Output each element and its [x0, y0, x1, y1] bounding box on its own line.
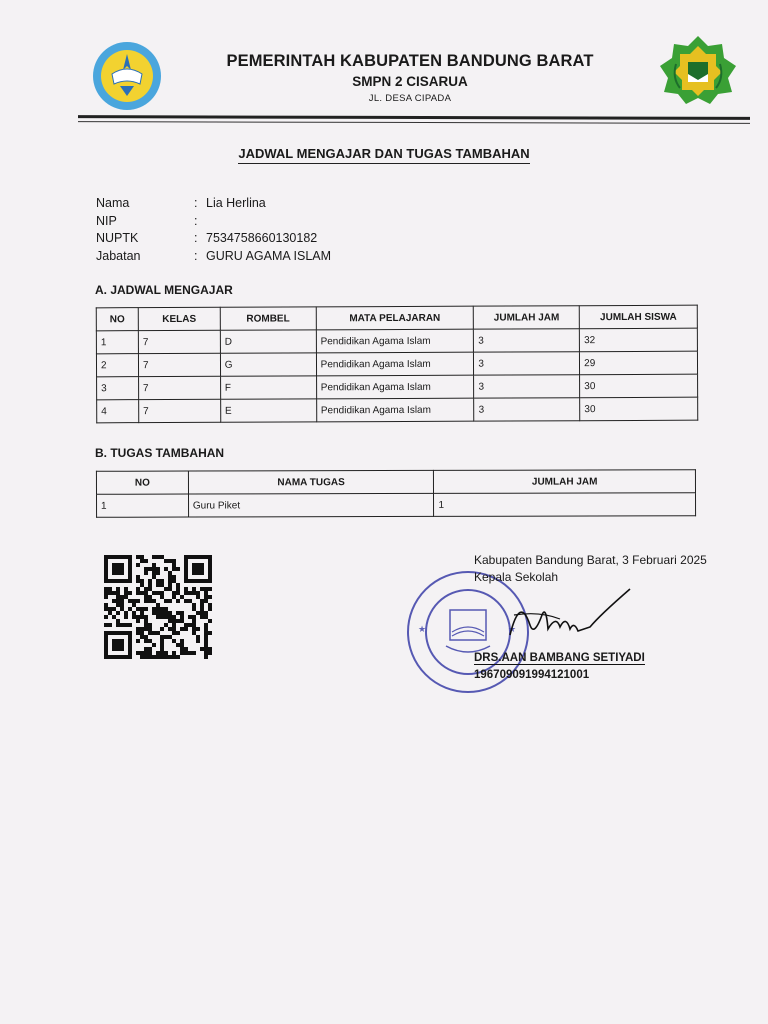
table-cell: 7 [139, 399, 221, 422]
column-header: JUMLAH JAM [474, 306, 580, 329]
table-cell: Pendidikan Agama Islam [316, 398, 474, 422]
qr-code-icon [104, 555, 212, 659]
table-cell: G [220, 353, 316, 376]
table-row [97, 374, 698, 400]
tut-wuri-handayani-logo [90, 40, 164, 112]
additional-duties-table [96, 469, 696, 518]
letterhead-line3: JL. DESA CIPADA [368, 93, 452, 104]
column-header: NO [96, 471, 188, 494]
identity-colon: : [194, 248, 198, 263]
column-header: NAMA TUGAS [188, 470, 434, 494]
identity-value: Lia Herlina [206, 196, 266, 210]
table-cell: Guru Piket [188, 493, 434, 517]
table-header-row [96, 470, 695, 495]
table-cell: D [220, 330, 316, 353]
letterhead-rule-thin [78, 121, 750, 124]
table-cell: 3 [474, 329, 580, 352]
section-b-title: B. TUGAS TAMBAHAN [95, 446, 225, 460]
identity-label: NUPTK [96, 231, 139, 245]
table-cell: 30 [580, 397, 698, 421]
column-header: JUMLAH JAM [434, 470, 696, 494]
identity-label: Nama [96, 196, 130, 210]
identity-colon: : [194, 213, 198, 228]
letterhead-line2: SMPN 2 CISARUA [352, 74, 468, 89]
table-cell: 1 [434, 493, 696, 517]
svg-text:★: ★ [508, 624, 517, 634]
signature-nip: 196709091994121001 [474, 669, 590, 681]
table-cell: 7 [138, 330, 220, 353]
section-a-title: A. JADWAL MENGAJAR [95, 283, 233, 297]
document-title-wrap [0, 145, 768, 163]
table-cell: 29 [580, 351, 698, 375]
identity-value: 7534758660130182 [206, 231, 318, 245]
table-header-row [96, 305, 697, 331]
table-cell: 30 [580, 374, 698, 398]
column-header: NO [96, 308, 138, 331]
letterhead [170, 52, 650, 104]
table-cell: 3 [97, 377, 139, 400]
column-header: KELAS [138, 307, 220, 330]
svg-text:★: ★ [418, 624, 427, 634]
table-cell: 3 [474, 352, 580, 375]
kemenag-logo [658, 34, 738, 106]
table-row [96, 328, 697, 354]
column-header: MATA PELAJARAN [316, 306, 474, 330]
table-cell: 32 [580, 328, 698, 352]
table-cell: 3 [474, 398, 580, 421]
identity-value: GURU AGAMA ISLAM [206, 248, 332, 263]
identity-colon: : [194, 231, 198, 245]
signature-name: DRS.AAN BAMBANG SETIYADI [474, 652, 645, 664]
table-cell: 4 [97, 400, 139, 423]
table-cell: 7 [138, 353, 220, 376]
signature-role: Kepala Sekolah [474, 570, 559, 584]
table-cell: 3 [474, 375, 580, 398]
table-cell: Pendidikan Agama Islam [316, 352, 474, 376]
table-cell: 2 [96, 354, 138, 377]
table-cell: F [220, 376, 316, 399]
table-cell: 7 [138, 376, 220, 399]
table-cell: Pendidikan Agama Islam [316, 375, 474, 399]
table-cell: Pendidikan Agama Islam [316, 329, 474, 353]
letterhead-rule-thick [78, 115, 750, 120]
table-row [97, 397, 698, 423]
teaching-schedule-table [96, 305, 699, 424]
identity-label: NIP [96, 213, 117, 228]
table-row [97, 493, 696, 518]
table-row [96, 351, 697, 377]
column-header: JUMLAH SISWA [579, 305, 697, 329]
signature-place-date: Kabupaten Bandung Barat, 3 Februari 2025 [474, 553, 707, 567]
table-cell: 1 [97, 494, 189, 517]
identity-label: Jabatan [96, 248, 141, 263]
handwritten-signature [500, 585, 640, 647]
letterhead-line1: PEMERINTAH KABUPATEN BANDUNG BARAT [226, 52, 594, 70]
signature-block [474, 552, 714, 681]
column-header: ROMBEL [220, 307, 316, 330]
document-title: JADWAL MENGAJAR DAN TUGAS TAMBAHAN [238, 146, 529, 164]
table-cell: E [220, 399, 316, 422]
table-cell: 1 [96, 331, 138, 354]
identity-colon: : [194, 196, 198, 210]
